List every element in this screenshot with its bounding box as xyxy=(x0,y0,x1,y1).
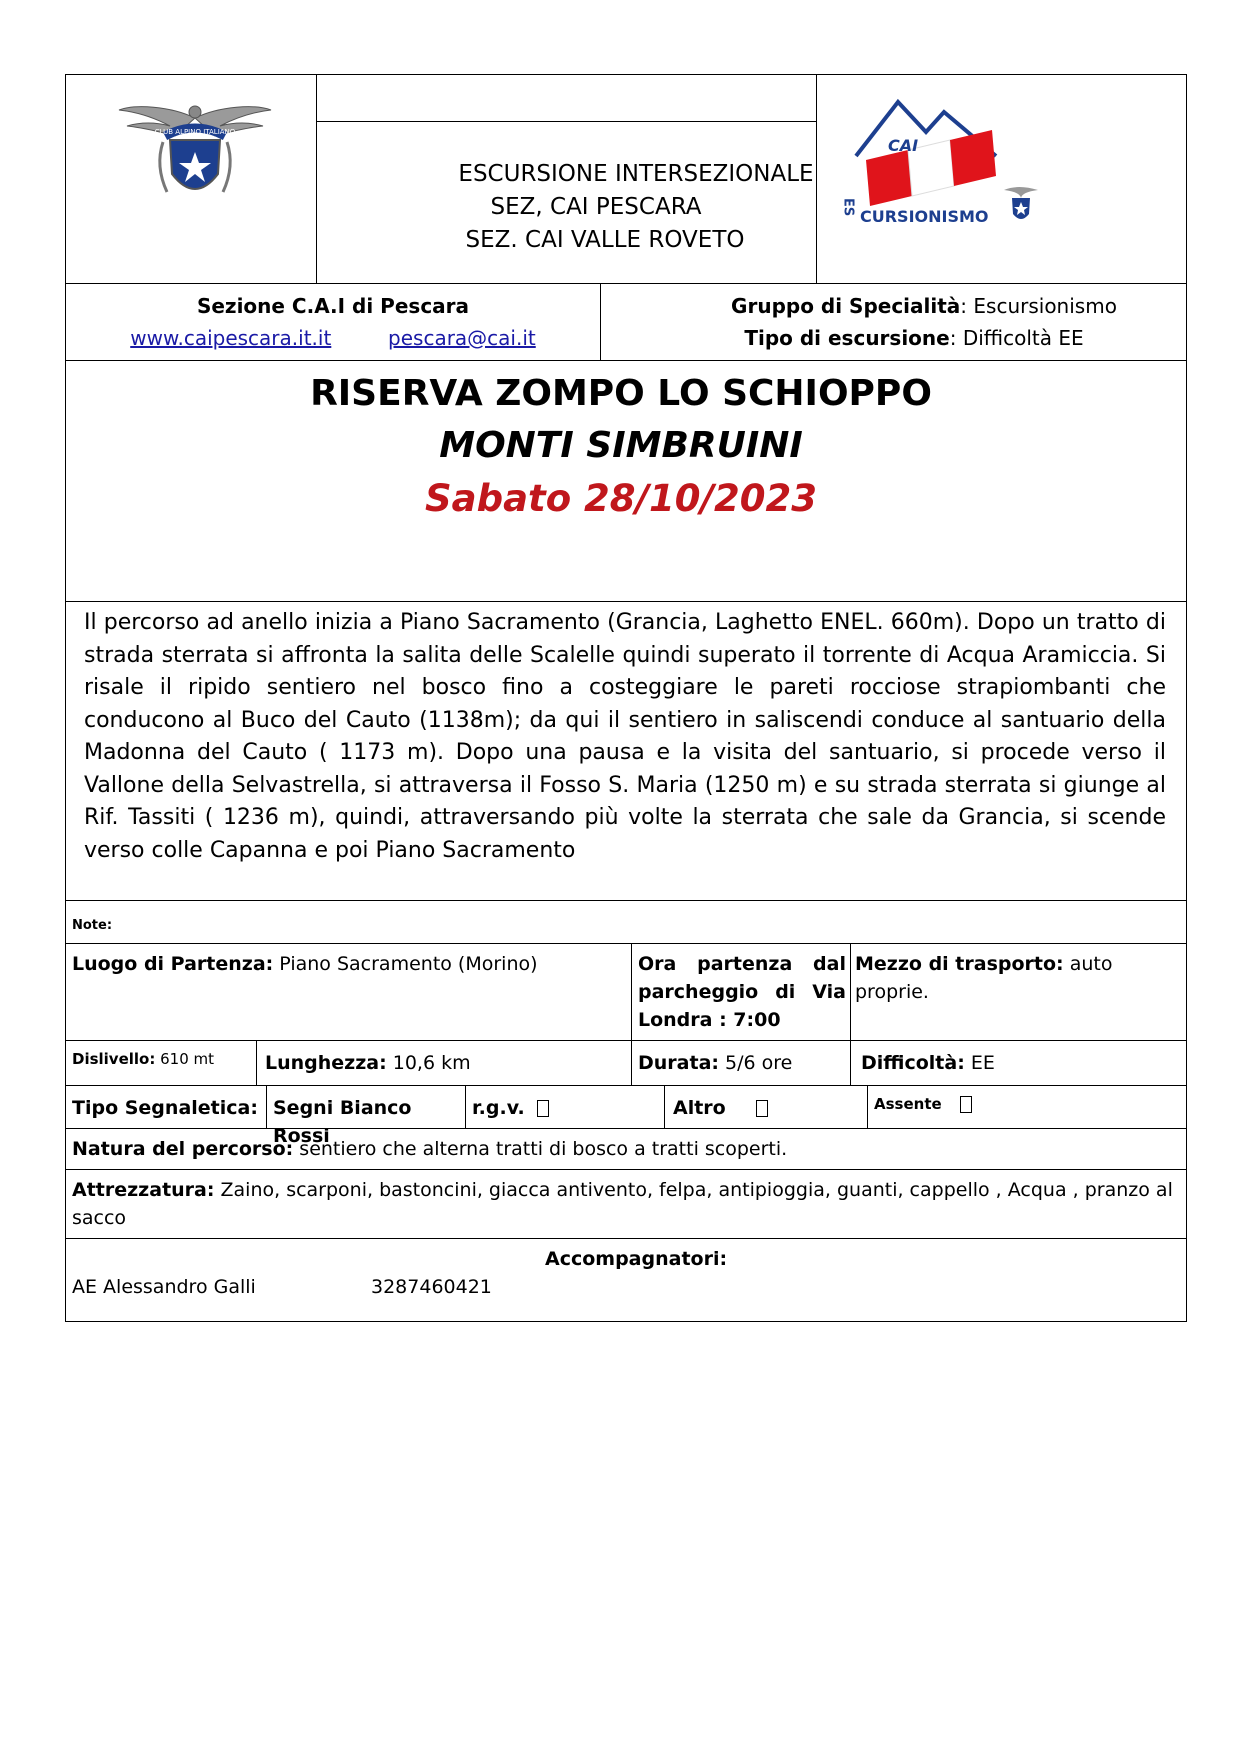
nature-row xyxy=(65,1128,1187,1170)
type-label: Tipo di escursione xyxy=(744,326,950,350)
header-divider-left xyxy=(316,74,317,284)
email-link[interactable]: pescara@cai.it xyxy=(388,326,536,350)
difficolta-value: EE xyxy=(964,1052,995,1074)
durata-value: 5/6 ore xyxy=(719,1052,793,1074)
header-title xyxy=(376,156,826,258)
equipment-label: Attrezzatura: xyxy=(72,1179,215,1201)
section-links xyxy=(130,322,536,354)
transport-cell xyxy=(850,943,1187,1041)
dislivello-cell xyxy=(65,1040,257,1086)
header-title-line-2: SEZ, CAI PESCARA xyxy=(490,193,702,220)
equipment-value: Zaino, scarponi, bastoncini, giacca antivento, felpa, antipioggia, guanti, cappello , Acqua , pranzo al sacco xyxy=(72,1179,1173,1229)
event-title-line-1: RISERVA ZOMPO LO SCHIOPPO xyxy=(310,373,932,414)
header-inner-line xyxy=(316,121,816,122)
cai-escursionismo-logo xyxy=(840,98,1046,238)
signage-opt1: Segni Bianco Rossi xyxy=(273,1097,412,1147)
website-link[interactable]: www.caipescara.it.it xyxy=(130,326,332,350)
group-label: Gruppo di Specialità xyxy=(731,294,961,318)
lunghezza-value: 10,6 km xyxy=(386,1052,471,1074)
signage-opt1-cell xyxy=(266,1085,466,1147)
dislivello-value: 610 mt xyxy=(155,1050,215,1068)
departure-place-value: Piano Sacramento (Morino) xyxy=(273,953,538,975)
departure-time-cell xyxy=(631,943,851,1041)
header-title-line-3: SEZ. CAI VALLE ROVETO xyxy=(465,226,745,253)
group-line xyxy=(731,290,1117,322)
departure-place-label: Luogo di Partenza: xyxy=(72,953,274,975)
signage-opt2-cell xyxy=(465,1085,665,1129)
event-date: Sabato 28/10/2023 xyxy=(424,477,818,520)
signage-opt2: r.g.v. xyxy=(472,1097,525,1119)
transport-label: Mezzo di trasporto: xyxy=(855,953,1064,975)
section-left xyxy=(66,287,600,357)
guides-label: Accompagnatori: xyxy=(545,1248,728,1270)
durata-label: Durata: xyxy=(638,1052,719,1074)
signage-label: Tipo Segnaletica: xyxy=(72,1097,258,1119)
departure-place-cell xyxy=(65,943,632,1041)
difficolta-label: Difficoltà: xyxy=(861,1052,965,1074)
signage-opt3-cell xyxy=(664,1085,868,1129)
logo-cai-text: CAI xyxy=(888,136,919,155)
signage-label-cell xyxy=(65,1085,267,1129)
section-name: Sezione C.A.I di Pescara xyxy=(196,294,470,318)
altro-checkbox[interactable] xyxy=(756,1100,768,1117)
notes-label: Note: xyxy=(72,918,113,933)
event-title xyxy=(66,368,1186,526)
signage-opt3: Altro xyxy=(673,1097,726,1119)
difficolta-cell xyxy=(850,1040,1187,1086)
equipment-row xyxy=(65,1169,1187,1239)
nature-value: sentiero che alterna tratti di bosco a tratti scoperti. xyxy=(293,1138,788,1160)
guide-phone: 3287460421 xyxy=(371,1276,492,1298)
section-right xyxy=(601,287,1187,357)
guide-name: AE Alessandro Galli xyxy=(72,1276,256,1298)
logo-ring-text: CLUB ALPINO ITALIANO xyxy=(154,128,236,136)
departure-time-text: Ora partenza dal parcheggio di Via Londra : 7:00 xyxy=(638,953,846,1031)
type-value: : Difficoltà EE xyxy=(949,326,1084,350)
dislivello-label: Dislivello: xyxy=(72,1050,156,1068)
rgv-checkbox[interactable] xyxy=(537,1100,549,1117)
type-line xyxy=(744,322,1083,354)
header-title-line-1: ESCURSIONE INTERSEZIONALE xyxy=(458,160,814,187)
transport-value: auto proprie. xyxy=(855,953,1113,1003)
event-title-line-2: MONTI SIMBRUINI xyxy=(439,425,803,466)
signage-opt4: Assente xyxy=(874,1095,942,1113)
cai-eagle-logo xyxy=(115,96,275,216)
lunghezza-label: Lunghezza: xyxy=(265,1052,387,1074)
nature-label: Natura del percorso: xyxy=(72,1138,294,1160)
logo-es-text: ES xyxy=(840,198,856,217)
logo-cursionismo-text: CURSIONISMO xyxy=(860,207,989,226)
assente-checkbox[interactable] xyxy=(960,1096,972,1113)
group-value: : Escursionismo xyxy=(960,294,1117,318)
lunghezza-cell xyxy=(256,1040,632,1086)
notes-row xyxy=(65,900,1187,944)
durata-cell xyxy=(631,1040,851,1086)
description-text: Il percorso ad anello inizia a Piano Sacramento (Grancia, Laghetto ENEL. 660m). Dopo un tratto di strada sterrata si affronta la salita delle Scalelle quindi superato il torrente di Acqua Aramiccia. Si risale il ripido sentiero nel bosco fino a costeggiare le pareti rocciose strapiombanti che conducono al Buco del Cauto (1138m); da qui il sentiero in saliscendi conduce al santuario della Madonna del Cauto ( 1173 m). Dopo una pausa e la visita del santuario, si procede verso il Vallone della Selvastrella, si attraversa il Fosso S. Maria (1250 m) e su strada sterrata si giunge al Rif. Tassiti ( 1236 m), quindi, attraversando più volte la sterrata che sale da Grancia, si scende verso colle Capanna e poi Piano Sacramento xyxy=(84,610,1166,863)
signage-opt4-cell xyxy=(867,1085,1187,1129)
